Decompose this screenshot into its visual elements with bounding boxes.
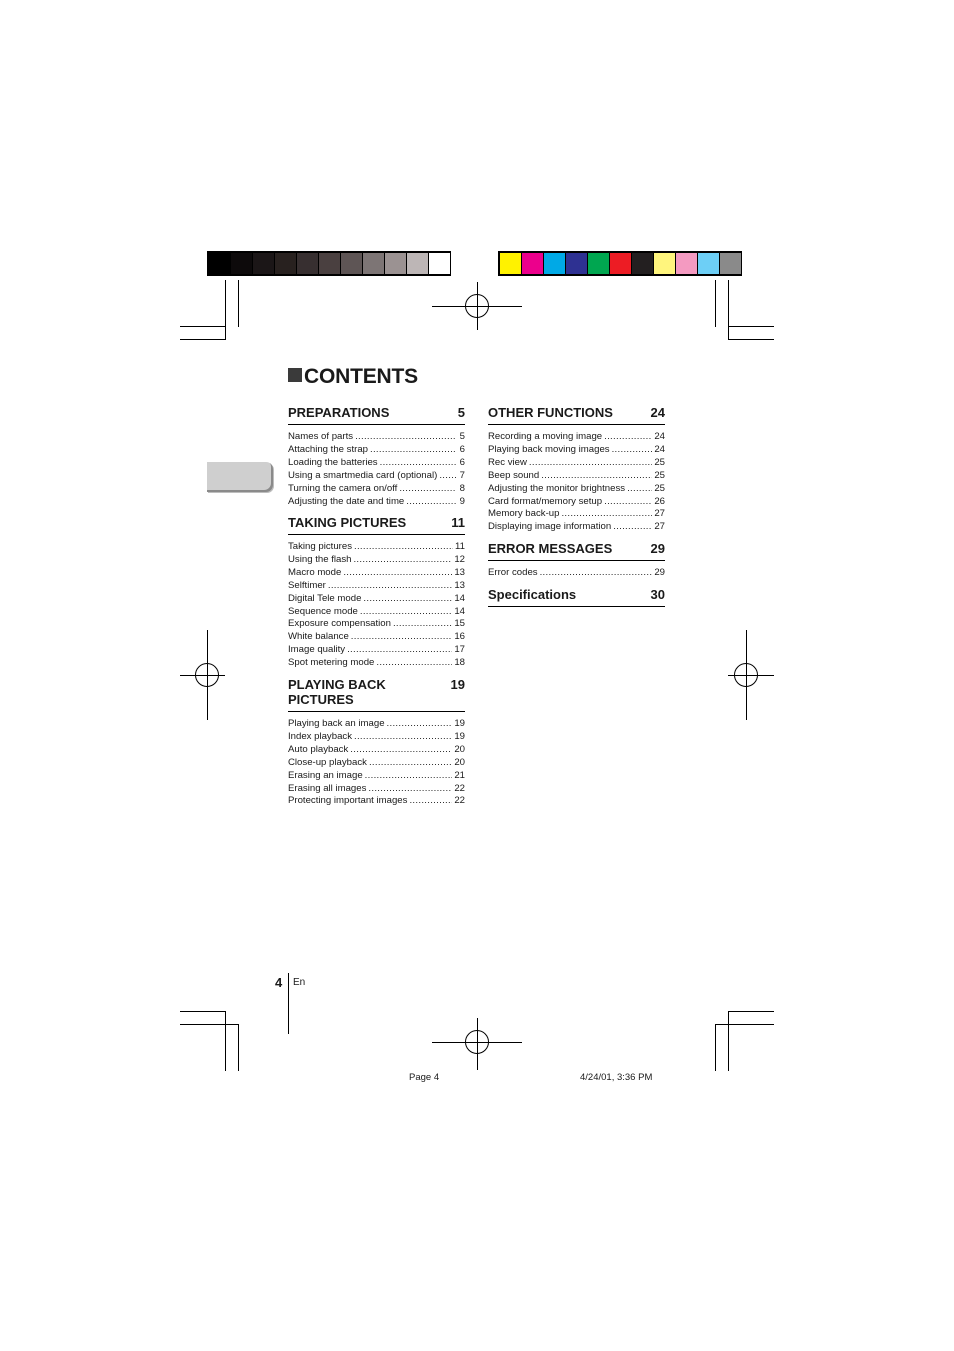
calibration-swatch: [610, 253, 631, 274]
dot-leader: [354, 731, 452, 744]
toc-entry-label: Macro mode: [288, 566, 342, 578]
toc-entry-label: Attaching the strap: [288, 443, 368, 455]
dot-leader: [368, 783, 452, 796]
toc-entry[interactable]: [488, 483, 665, 496]
toc-entry-page: 14: [454, 605, 465, 617]
toc-entry[interactable]: [288, 757, 465, 770]
toc-entry-label: Erasing all images: [288, 782, 367, 794]
toc-entry-label: Protecting important images: [288, 795, 408, 807]
toc-entry-page: 17: [454, 644, 465, 656]
toc-entry-label: Playing back moving images: [488, 443, 610, 455]
toc-entry-page: 25: [654, 469, 665, 481]
toc-entry-page: 24: [654, 443, 665, 455]
toc-entry[interactable]: [288, 795, 465, 808]
language-label: En: [293, 977, 306, 988]
calibration-swatch: [720, 253, 741, 274]
toc-entry-page: 12: [454, 553, 465, 565]
toc-entry-page: 13: [454, 579, 465, 591]
toc-entry[interactable]: [288, 606, 465, 619]
toc-entry-page: 27: [654, 521, 665, 533]
toc-entry-page: 15: [454, 618, 465, 630]
toc-entry-page: 22: [454, 795, 465, 807]
dot-leader: [351, 631, 453, 644]
dot-leader: [387, 718, 453, 731]
dot-leader: [541, 470, 652, 483]
toc-entry[interactable]: [288, 618, 465, 631]
toc-entry-label: Close-up playback: [288, 756, 367, 768]
toc-entry-label: Sequence mode: [288, 605, 358, 617]
toc-entry-label: Card format/memory setup: [488, 495, 603, 507]
calibration-swatch: [209, 253, 230, 274]
toc-entry[interactable]: [288, 593, 465, 606]
calibration-swatch: [676, 253, 697, 274]
dot-leader: [409, 795, 452, 808]
section-thumb-tab: [207, 462, 273, 492]
toc-entry-page: 9: [459, 495, 465, 507]
dot-leader: [561, 508, 652, 521]
calibration-swatch: [319, 253, 340, 274]
section-heading[interactable]: [488, 541, 665, 561]
toc-entry[interactable]: [288, 631, 465, 644]
grayscale-calibration-bar: [207, 251, 451, 276]
dot-leader: [328, 580, 452, 593]
toc-entry[interactable]: [288, 457, 465, 470]
toc-entry-label: Memory back-up: [488, 508, 560, 520]
dot-leader: [604, 496, 652, 509]
toc-entry-label: Playing back an image: [288, 718, 385, 729]
toc-entry-page: 16: [454, 631, 465, 643]
section-heading[interactable]: [288, 677, 465, 712]
toc-entry[interactable]: [288, 644, 465, 657]
dot-leader: [363, 593, 452, 606]
dot-leader: [347, 644, 452, 657]
calibration-swatch: [363, 253, 384, 274]
toc-entry-label: Displaying image information: [488, 521, 612, 533]
calibration-swatch: [632, 253, 653, 274]
dot-leader: [369, 757, 452, 770]
section-heading-label: Specifications: [488, 587, 577, 602]
toc-entry-label: Auto playback: [288, 743, 349, 755]
toc-entry[interactable]: [488, 431, 665, 444]
toc-entry[interactable]: [288, 470, 465, 483]
toc-entry-page: 7: [459, 469, 465, 481]
dot-leader: [370, 444, 456, 457]
calibration-swatch: [588, 253, 609, 274]
toc-entry-page: 24: [654, 431, 665, 442]
section-heading-page: 11: [451, 515, 465, 530]
dot-leader: [354, 541, 453, 554]
toc-entry-label: Taking pictures: [288, 541, 352, 552]
toc-entry-label: Adjusting the monitor brightness: [488, 482, 626, 494]
section-heading-page: 29: [650, 541, 665, 556]
toc-entry-label: Turning the camera on/off: [288, 482, 398, 494]
print-page-label: Page 4: [409, 1072, 440, 1083]
calibration-swatch: [698, 253, 719, 274]
toc-entry-page: 29: [654, 567, 665, 578]
toc-entry-label: Adjusting the date and time: [288, 495, 405, 507]
toc-entry[interactable]: [288, 783, 465, 796]
calibration-swatch: [231, 253, 252, 274]
dot-leader: [360, 606, 452, 619]
calibration-swatch: [500, 253, 521, 274]
section-playing-back-pictures: [288, 677, 465, 808]
toc-entry-label: Erasing an image: [288, 769, 363, 781]
toc-entry-page: 19: [454, 730, 465, 742]
dot-leader: [380, 457, 456, 470]
calibration-swatch: [522, 253, 543, 274]
section-error-messages: [488, 541, 665, 580]
dot-leader: [613, 521, 652, 534]
dot-leader: [612, 444, 653, 457]
section-heading-label: PLAYING BACK PICTURES: [288, 677, 386, 707]
toc-entry-page: 19: [454, 718, 465, 729]
toc-entry-page: 20: [454, 756, 465, 768]
section-preparations: [288, 405, 465, 508]
toc-entry-page: 27: [654, 508, 665, 520]
section-heading-page: 19: [450, 677, 465, 692]
toc-entry[interactable]: [288, 541, 465, 554]
dot-leader: [353, 554, 452, 567]
footer-divider: [288, 973, 289, 1034]
toc-entry-page: 18: [454, 657, 465, 669]
toc-entry-label: Selftimer: [288, 579, 326, 591]
toc-entry[interactable]: [488, 457, 665, 470]
section-other-functions: [488, 405, 665, 534]
section-specifications: [488, 587, 665, 613]
section-taking-pictures: [288, 515, 465, 670]
toc-entry[interactable]: [288, 483, 465, 496]
calibration-swatch: [341, 253, 362, 274]
toc-entry[interactable]: [288, 431, 465, 444]
section-heading-page: 5: [457, 405, 465, 420]
toc-entry[interactable]: [288, 580, 465, 593]
calibration-swatch: [297, 253, 318, 274]
toc-entry-label: Index playback: [288, 730, 352, 742]
toc-entry[interactable]: [488, 470, 665, 483]
dot-leader: [529, 457, 652, 470]
section-heading[interactable]: [488, 405, 665, 425]
dot-leader: [439, 470, 456, 483]
toc-entry[interactable]: [288, 496, 465, 509]
section-heading-label: OTHER FUNCTIONS: [488, 405, 613, 420]
toc-entry[interactable]: [288, 657, 465, 670]
toc-entry-page: 8: [459, 482, 465, 494]
section-heading[interactable]: [488, 587, 665, 607]
toc-entry-label: White balance: [288, 631, 349, 643]
section-heading-page: 24: [650, 405, 665, 420]
page-title-text: CONTENTS: [304, 365, 418, 388]
toc-entry-page: 13: [454, 566, 465, 578]
dot-leader: [540, 567, 653, 580]
toc-entry-label: Beep sound: [488, 469, 540, 481]
toc-entry-label: Loading the batteries: [288, 456, 378, 468]
toc-entry[interactable]: [288, 770, 465, 783]
square-bullet-icon: [288, 368, 302, 382]
toc-entry-label: Error codes: [488, 567, 538, 578]
calibration-swatch: [407, 253, 428, 274]
calibration-swatch: [654, 253, 675, 274]
toc-entry-page: 22: [454, 782, 465, 794]
toc-entry-page: 25: [654, 482, 665, 494]
print-timestamp: 4/24/01, 3:36 PM: [580, 1072, 653, 1083]
toc-entry-page: 21: [454, 769, 465, 781]
page-number: 4: [275, 975, 283, 990]
toc-entry-label: Using the flash: [288, 553, 352, 565]
toc-entry-label: Rec view: [488, 456, 527, 468]
page-title: [288, 365, 418, 389]
dot-leader: [365, 770, 453, 783]
toc-entry-page: 26: [654, 495, 665, 507]
toc-entry[interactable]: [488, 508, 665, 521]
section-heading-label: PREPARATIONS: [288, 405, 390, 420]
toc-entry[interactable]: [288, 744, 465, 757]
section-heading[interactable]: [288, 515, 465, 535]
dot-leader: [343, 567, 452, 580]
toc-entry-label: Image quality: [288, 644, 346, 656]
toc-entry[interactable]: [488, 521, 665, 534]
calibration-swatch: [275, 253, 296, 274]
toc-entry-page: 14: [454, 592, 465, 604]
calibration-swatch: [429, 253, 450, 274]
section-heading-label: ERROR MESSAGES: [488, 541, 613, 556]
toc-entry-page: 6: [459, 443, 465, 455]
toc-entry[interactable]: [288, 444, 465, 457]
toc-entry[interactable]: [288, 554, 465, 567]
calibration-swatch: [385, 253, 406, 274]
toc-entry[interactable]: [288, 567, 465, 580]
toc-entry-label: Recording a moving image: [488, 431, 603, 442]
toc-entry[interactable]: [288, 718, 465, 731]
color-calibration-bar: [498, 251, 742, 276]
section-heading-page: 30: [650, 587, 665, 602]
dot-leader: [406, 496, 456, 509]
toc-entry-page: 6: [459, 456, 465, 468]
calibration-swatch: [566, 253, 587, 274]
toc-entry[interactable]: [488, 496, 665, 509]
calibration-swatch: [253, 253, 274, 274]
toc-entry-label: Using a smartmedia card (optional): [288, 469, 438, 481]
toc-entry-label: Digital Tele mode: [288, 592, 362, 604]
section-heading[interactable]: [288, 405, 465, 425]
toc-entry-label: Names of parts: [288, 431, 354, 442]
toc-entry-label: Exposure compensation: [288, 618, 391, 630]
dot-leader: [355, 431, 456, 444]
dot-leader: [350, 744, 452, 757]
toc-entry-page: 20: [454, 743, 465, 755]
dot-leader: [604, 431, 652, 444]
toc-entry-label: Spot metering mode: [288, 657, 375, 669]
toc-entry[interactable]: [288, 731, 465, 744]
toc-entry-page: 25: [654, 456, 665, 468]
calibration-swatch: [544, 253, 565, 274]
toc-entry[interactable]: [488, 444, 665, 457]
toc-entry[interactable]: [488, 567, 665, 580]
dot-leader: [399, 483, 456, 496]
toc-entry-page: 5: [459, 431, 465, 442]
dot-leader: [627, 483, 652, 496]
section-heading-label: TAKING PICTURES: [288, 515, 407, 530]
toc-entry-page: 11: [455, 541, 465, 552]
dot-leader: [393, 618, 452, 631]
dot-leader: [376, 657, 452, 670]
